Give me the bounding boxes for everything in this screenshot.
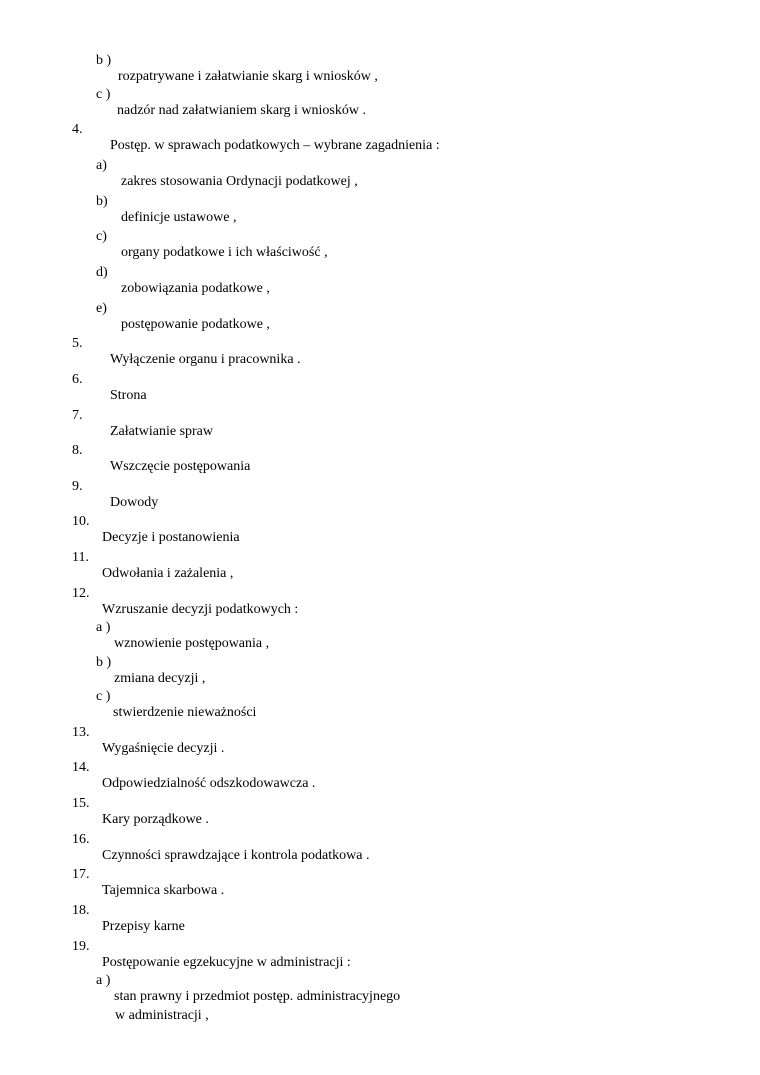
item-number: 11.: [72, 550, 89, 565]
item-marker: d): [96, 265, 108, 280]
item-marker: c ): [96, 87, 111, 102]
item-number: 5.: [72, 336, 83, 351]
item-text: zobowiązania podatkowe ,: [121, 281, 270, 296]
list-item-continuation: [0, 992, 209, 1040]
item-text: stwierdzenie nieważności: [113, 705, 257, 720]
item-text: Strona: [110, 388, 147, 403]
item-number: 4.: [72, 122, 83, 137]
item-text: Dowody: [110, 495, 159, 510]
item-marker: c): [96, 229, 107, 244]
item-number: 8.: [72, 443, 83, 458]
item-text: Odwołania i zażalenia ,: [102, 566, 234, 581]
item-text: w administracji ,: [115, 1008, 209, 1023]
item-text: wznowienie postępowania ,: [114, 636, 270, 651]
item-text: Wygaśnięcie decyzji .: [102, 741, 225, 756]
item-text: Postępowanie egzekucyjne w administracji :: [102, 955, 351, 970]
item-number: 10.: [72, 514, 90, 529]
item-text: zmiana decyzji ,: [114, 671, 206, 686]
item-marker: e): [96, 301, 107, 316]
item-text: postępowanie podatkowe ,: [121, 317, 270, 332]
item-text: Załatwianie spraw: [110, 424, 214, 439]
item-number: 19.: [72, 939, 90, 954]
item-marker: b ): [96, 53, 112, 68]
item-text: Postęp. w sprawach podatkowych – wybrane zagadnienia :: [110, 138, 440, 153]
item-number: 7.: [72, 408, 83, 423]
item-text: Wszczęcie postępowania: [110, 459, 251, 474]
item-text: definicje ustawowe ,: [121, 210, 237, 225]
item-text: rozpatrywane i załatwianie skarg i wniosków ,: [118, 69, 378, 84]
item-marker: a ): [96, 620, 111, 635]
item-text: stan prawny i przedmiot postęp. administracyjnego: [114, 989, 401, 1004]
item-marker: a ): [96, 973, 111, 988]
item-text: nadzór nad załatwianiem skarg i wniosków .: [117, 103, 366, 118]
item-text: Wzruszanie decyzji podatkowych :: [102, 602, 299, 617]
item-marker: b ): [96, 655, 112, 670]
item-text: organy podatkowe i ich właściwość ,: [121, 245, 328, 260]
item-number: 12.: [72, 586, 90, 601]
item-text: Wyłączenie organu i pracownika .: [110, 352, 301, 367]
item-number: 6.: [72, 372, 83, 387]
item-number: 18.: [72, 903, 90, 918]
item-number: 14.: [72, 760, 90, 775]
item-text: Czynności sprawdzające i kontrola podatkowa .: [102, 848, 370, 863]
item-text: zakres stosowania Ordynacji podatkowej ,: [121, 174, 358, 189]
item-marker: a): [96, 158, 107, 173]
item-text: Tajemnica skarbowa .: [102, 883, 225, 898]
item-text: Kary porządkowe .: [102, 812, 209, 827]
item-text: Decyzje i postanowienia: [102, 530, 240, 545]
item-number: 13.: [72, 725, 90, 740]
item-number: 16.: [72, 832, 90, 847]
item-marker: b): [96, 194, 108, 209]
item-number: 9.: [72, 479, 83, 494]
item-text: Przepisy karne: [102, 919, 185, 934]
item-text: Odpowiedzialność odszkodowawcza .: [102, 776, 316, 791]
item-marker: c ): [96, 689, 111, 704]
item-number: 17.: [72, 867, 90, 882]
item-number: 15.: [72, 796, 90, 811]
